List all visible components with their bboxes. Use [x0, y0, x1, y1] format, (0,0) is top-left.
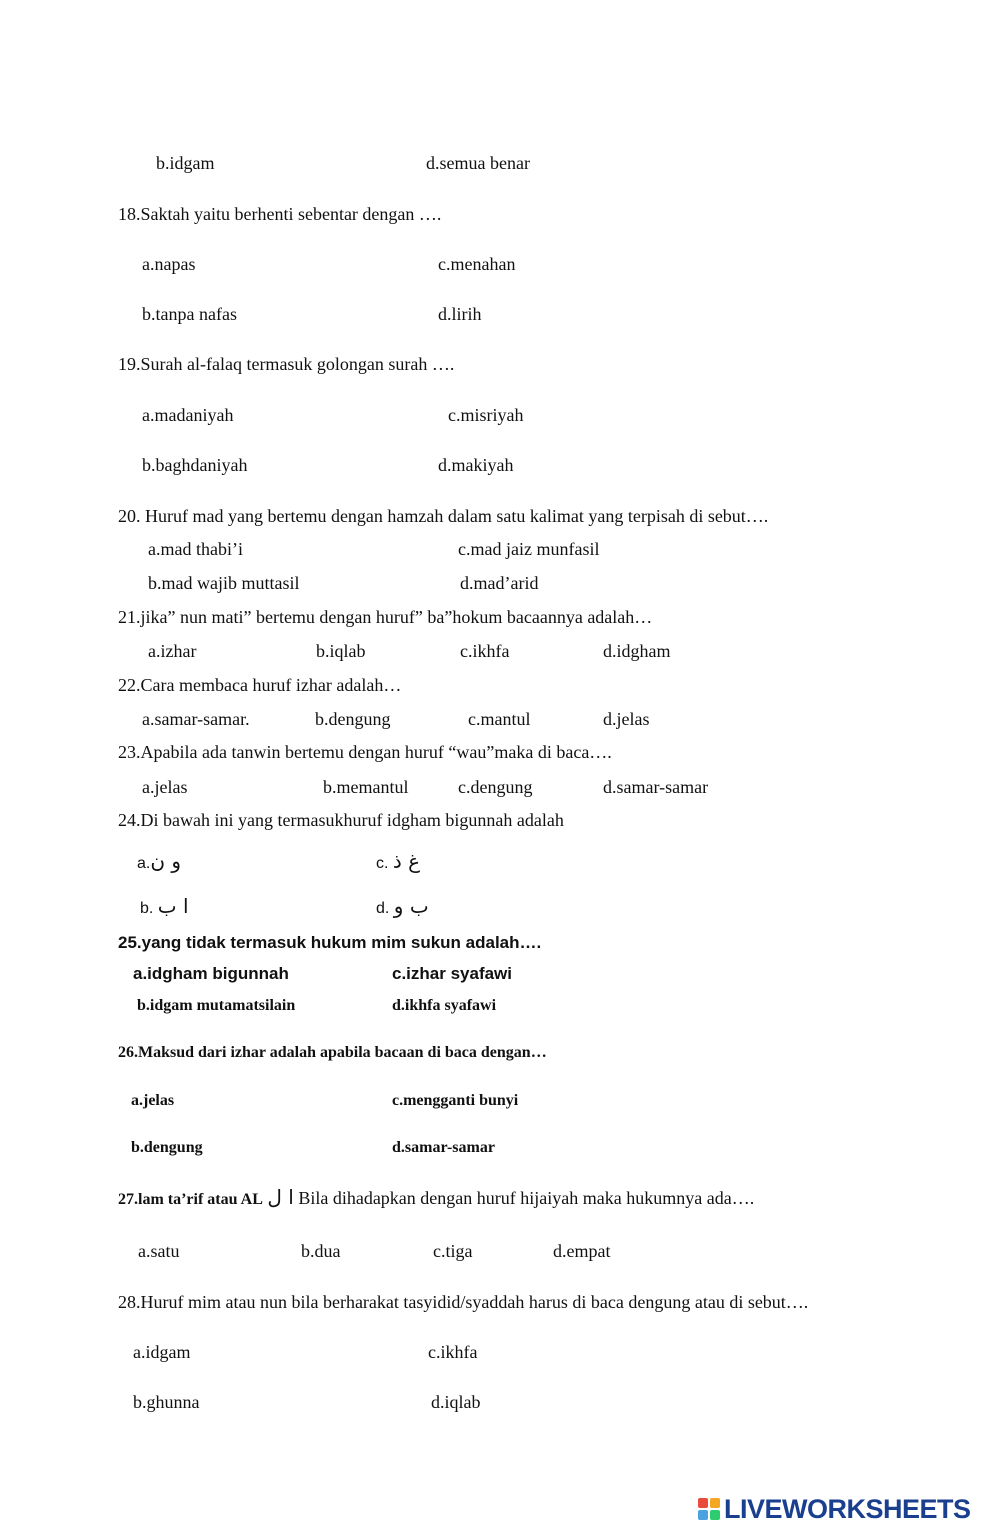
q26-text: 26.Maksud dari izhar adalah apabila bacaan di baca dengan…	[118, 1044, 547, 1061]
q28-option-c: c.ikhfa	[428, 1342, 478, 1362]
q24-option-b-label: b.	[140, 900, 154, 917]
q18-text: 18.Saktah yaitu berhenti sebentar dengan ….	[118, 204, 442, 224]
q23-option-c: c.dengung	[458, 777, 533, 797]
q21-option-d: d.idgham	[603, 641, 671, 661]
q22-text: 22.Cara membaca huruf izhar adalah…	[118, 675, 402, 695]
q17-option-b: b.idgam	[156, 153, 215, 173]
q26-option-b: b.dengung	[131, 1139, 203, 1156]
q27-option-b: b.dua	[301, 1241, 341, 1261]
q24-option-a-arabic: و ن	[150, 849, 182, 873]
q23-text: 23.Apabila ada tanwin bertemu dengan huruf “wau”maka di baca….	[118, 742, 612, 762]
q27-text	[118, 1186, 754, 1211]
q17-option-d: d.semua benar	[426, 153, 530, 173]
q27-rest: Bila dihadapkan dengan huruf hijaiyah maka hukumnya ada….	[298, 1188, 755, 1208]
q23-option-d: d.samar-samar	[603, 777, 709, 797]
q24-option-b-arabic: ا ب	[157, 894, 189, 918]
q28-option-a: a.idgam	[133, 1342, 191, 1362]
q20-option-c: c.mad jaiz munfasil	[458, 539, 600, 559]
q25-option-a: a.idgham bigunnah	[133, 964, 289, 983]
q28-option-d: d.iqlab	[431, 1392, 481, 1412]
q22-option-d: d.jelas	[603, 709, 650, 729]
q21-text: 21.jika” nun mati” bertemu dengan huruf” ba”hokum bacaannya adalah…	[118, 607, 653, 627]
q19-option-a: a.madaniyah	[142, 405, 234, 425]
q18-option-b: b.tanpa nafas	[142, 304, 237, 324]
q21-option-b: b.iqlab	[316, 641, 366, 661]
q18-option-d: d.lirih	[438, 304, 482, 324]
liveworksheets-logo-icon	[698, 1498, 720, 1520]
q18-option-a: a.napas	[142, 254, 196, 274]
q24-option-c	[376, 850, 420, 875]
q24-option-c-label: c.	[376, 855, 389, 872]
q20-option-b: b.mad wajib muttasil	[148, 573, 300, 593]
q21-option-a: a.izhar	[148, 641, 197, 661]
q27-bold-part: 27.lam ta’rif atau AL	[118, 1191, 263, 1208]
q19-option-d: d.makiyah	[438, 455, 514, 475]
q20-option-a: a.mad thabi’i	[148, 539, 243, 559]
q28-text: 28.Huruf mim atau nun bila berharakat tasyidid/syaddah harus di baca dengung atau di sebut….	[118, 1292, 809, 1312]
q22-option-c: c.mantul	[468, 709, 531, 729]
q19-option-c: c.misriyah	[448, 405, 524, 425]
q23-option-a: a.jelas	[142, 777, 188, 797]
q26-option-a: a.jelas	[131, 1092, 175, 1109]
q22-option-b: b.dengung	[315, 709, 391, 729]
q24-option-c-arabic: غ ذ	[392, 849, 421, 873]
q24-option-d-arabic: ب و	[393, 894, 429, 918]
q24-option-a-label: a.	[137, 855, 151, 872]
q25-option-b: b.idgam mutamatsilain	[137, 997, 296, 1014]
liveworksheets-logo-text: LIVEWORKSHEETS	[724, 1493, 971, 1524]
q24-option-b	[140, 895, 189, 920]
q22-option-a: a.samar-samar.	[142, 709, 250, 729]
q26-option-c: c.mengganti bunyi	[392, 1092, 519, 1109]
q25-text: 25.yang tidak termasuk hukum mim sukun adalah….	[118, 933, 542, 952]
q19-option-b: b.baghdaniyah	[142, 455, 248, 475]
liveworksheets-logo	[698, 1493, 971, 1525]
q28-option-b: b.ghunna	[133, 1392, 200, 1412]
q26-option-d: d.samar-samar	[392, 1139, 495, 1156]
q18-option-c: c.menahan	[438, 254, 516, 274]
q20-option-d: d.mad’arid	[460, 573, 539, 593]
q27-arabic: ا ل	[267, 1185, 294, 1209]
q27-option-d: d.empat	[553, 1241, 611, 1261]
q24-option-a	[137, 850, 181, 875]
q27-option-c: c.tiga	[433, 1241, 473, 1261]
q20-text: 20. Huruf mad yang bertemu dengan hamzah dalam satu kalimat yang terpisah di sebut….	[118, 506, 769, 526]
q25-option-c: c.izhar syafawi	[392, 964, 513, 983]
q21-option-c: c.ikhfa	[460, 641, 510, 661]
q24-option-d-label: d.	[376, 900, 390, 917]
q25-option-d: d.ikhfa syafawi	[392, 997, 497, 1014]
q19-text: 19.Surah al-falaq termasuk golongan surah ….	[118, 354, 455, 374]
q27-option-a: a.satu	[138, 1241, 180, 1261]
q23-option-b: b.memantul	[323, 777, 409, 797]
q24-text: 24.Di bawah ini yang termasukhuruf idgham bigunnah adalah	[118, 810, 564, 830]
q24-option-d	[376, 895, 429, 920]
